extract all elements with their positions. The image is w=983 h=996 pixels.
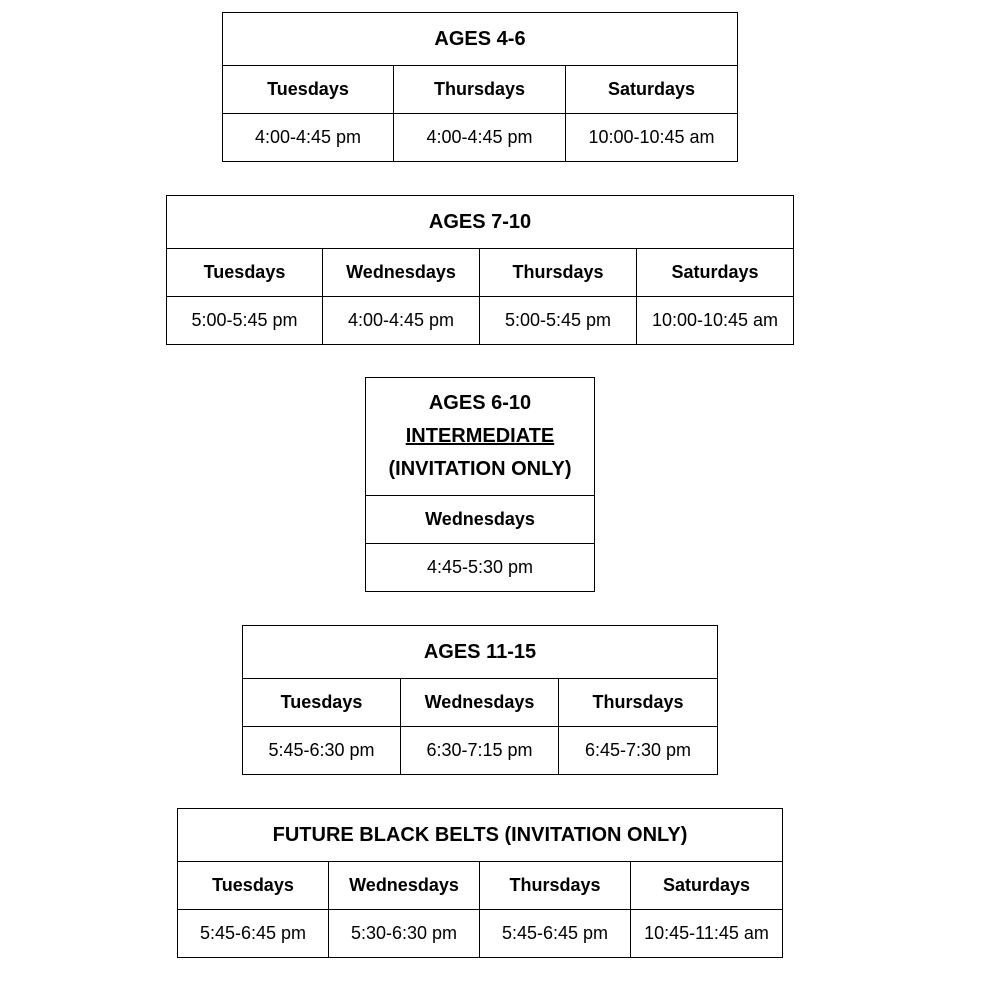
time-cell-saturdays: 10:00-10:45 am: [566, 114, 738, 162]
time-cell-wednesdays: 5:30-6:30 pm: [329, 910, 480, 958]
day-header-tuesdays: Tuesdays: [223, 66, 394, 114]
time-cell-saturdays: 10:45-11:45 am: [631, 910, 783, 958]
day-header-thursdays: Thursdays: [480, 249, 637, 297]
time-cell-tuesdays: 5:45-6:45 pm: [178, 910, 329, 958]
day-header-tuesdays: Tuesdays: [178, 862, 329, 910]
day-header-wednesdays: Wednesdays: [401, 679, 559, 727]
day-header-thursdays: Thursdays: [559, 679, 718, 727]
time-cell-tuesdays: 4:00-4:45 pm: [223, 114, 394, 162]
schedule-table-future-black-belts: [177, 808, 783, 958]
schedule-table-ages-4-6: [222, 12, 738, 162]
table-title: AGES 7-10: [167, 196, 794, 249]
day-header-thursdays: Thursdays: [394, 66, 566, 114]
day-header-wednesdays: Wednesdays: [329, 862, 480, 910]
table-title: AGES 11-15: [243, 626, 718, 679]
schedule-table-ages-7-10: [166, 195, 794, 345]
day-header-saturdays: Saturdays: [631, 862, 783, 910]
day-header-saturdays: Saturdays: [566, 66, 738, 114]
time-cell-tuesdays: 5:45-6:30 pm: [243, 727, 401, 775]
title-line-ages: AGES 6-10: [428, 392, 532, 414]
time-cell-wednesdays: 4:00-4:45 pm: [323, 297, 480, 345]
time-cell-thursdays: 4:00-4:45 pm: [394, 114, 566, 162]
time-cell-thursdays: 5:00-5:45 pm: [480, 297, 637, 345]
day-header-wednesdays: Wednesdays: [366, 496, 595, 544]
schedule-table-ages-11-15: [242, 625, 718, 775]
day-header-saturdays: Saturdays: [637, 249, 794, 297]
day-header-thursdays: Thursdays: [480, 862, 631, 910]
table-title: FUTURE BLACK BELTS (INVITATION ONLY): [178, 809, 783, 862]
time-cell-wednesdays: 4:45-5:30 pm: [366, 544, 595, 592]
title-line-invitation-only: (INVITATION ONLY): [388, 458, 572, 480]
table-title: AGES 4-6: [223, 13, 738, 66]
time-cell-saturdays: 10:00-10:45 am: [637, 297, 794, 345]
time-cell-thursdays: 5:45-6:45 pm: [480, 910, 631, 958]
schedule-table-ages-6-10-intermediate: [365, 377, 595, 592]
time-cell-wednesdays: 6:30-7:15 pm: [401, 727, 559, 775]
table-title: [366, 378, 595, 496]
time-cell-thursdays: 6:45-7:30 pm: [559, 727, 718, 775]
day-header-tuesdays: Tuesdays: [167, 249, 323, 297]
day-header-tuesdays: Tuesdays: [243, 679, 401, 727]
time-cell-tuesdays: 5:00-5:45 pm: [167, 297, 323, 345]
day-header-wednesdays: Wednesdays: [323, 249, 480, 297]
title-line-intermediate: INTERMEDIATE: [405, 425, 555, 447]
